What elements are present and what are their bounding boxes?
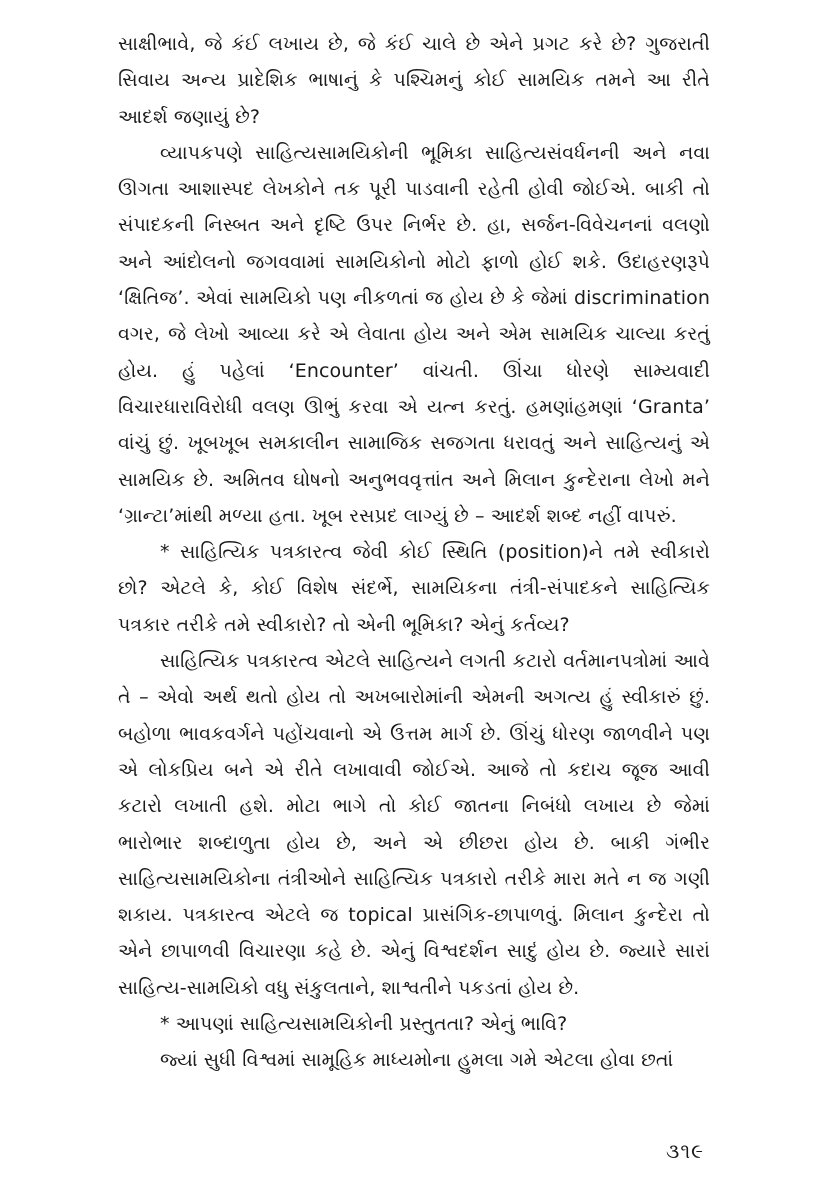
- paragraph-answer-relevance: જ્યાં સુધી વિશ્વમાં સામૂહિક માધ્યમોના હુમલા ગમે એટલા હોવા છતાં: [160, 1049, 674, 1072]
- paragraph-answer-journalism: સાહિત્યિક પત્રકારત્વ એટલે સાહિત્યને લગતી કટારો વર્તમાનપત્રોમાં આવે તે – એવો અર્થ થતો હોય તો અખબારોમાંની એમની અગત્ય હું સ્વીકારું છું. બહોળા ભાવકવર્ગને પહોંચવાનો એ ઉત્તમ માર્ગ છે. ઊંચું ધોરણ જાળવીને પણ એ લોકપ્રિય બને એ રીતે લખાવાવી જોઈએ. આજે તો કદાચ જૂજ આવી કટારો લખાતી હશે. મોટા ભાગે તો કોઈ જાતના નિબંધો લખાય છે જેમાં ભારોભાર શબ્દાળુતા હોય છે, અને એ છીછરા હોય છે. બાકી ગંભીર સાહિત્યસામયિકોના તંત્રીઓને સાહિત્યિક પત્રકારો તરીકે મારા મતે ન જ ગણી શકાય. પત્રકારત્વ એટલે જ topical પ્રાસંગિક-છાપાળવું. મિલાન કુન્દેરા તો એને છાપાળવી વિચારણા કહે છે. એનું વિશ્વદર્શન સાદું હોય છે. જ્યારે સારાં સાહિત્ય-સામયિકો વધુ સંકુલતાને, શાશ્વતીને પકડતાં હોય છે.: [118, 650, 710, 999]
- paragraph-question-relevance: * આપણાં સાહિત્યસામયિકોની પ્રસ્તુતતા? એનું ભાવિ?: [160, 1013, 568, 1036]
- paragraph-answer-periodicals: વ્યાપકપણે સાહિત્યસામયિકોની ભૂમિકા સાહિત્યસંવર્ધનની અને નવા ઊગતા આશાસ્પદ લેખકોને તક પૂરી પાડવાની રહેતી હોવી જોઈએ. બાકી તો સંપાદકની નિસ્બત અને દૃષ્ટિ ઉપર નિર્ભર છે. હા, સર્જન-વિવેચનનાં વલણો અને આંદોલનો જગવવામાં સામયિકોનો મોટો ફાળો હોઈ શકે. ઉદાહરણરૂપે ‘ક્ષિતિજ’. એવાં સામયિકો પણ નીકળતાં જ હોય છે કે જેમાં discrimination વગર, જે લેખો આવ્યા કરે એ લેવાતા હોય અને એમ સામયિક ચાલ્યા કરતું હોય. હું પહેલાં ‘Encounter’ વાંચતી. ઊંચા ધોરણે સામ્યવાદી વિચારધારાવિરોધી વલણ ઊભું કરવા એ યત્ન કરતું. હમણાંહમણાં ‘Granta’ વાંચું છું. ખૂબખૂબ સમકાલીન સામાજિક સજગતા ધરાવતું અને સાહિત્યનું એ સામયિક છે. અમિતવ ઘોષનો અનુભવવૃત્તાંત અને મિલાન કુન્દેરાના લેખો મને ‘ગ્રાન્ટા’માંથી મળ્યા હતા. ખૂબ રસપ્રદ લાગ્યું છે – આદર્શ શબ્દ નહીં વાપરું.: [118, 141, 710, 527]
- page-number: ૩૧૯: [666, 1139, 704, 1163]
- page-body: [118, 26, 710, 1079]
- paragraph-question-journalism: * સાહિત્યિક પત્રકારત્વ જેવી કોઈ સ્થિતિ (position)ને તમે સ્વીકારો છો? એટલે કે, કોઈ વિશેષ સંદર્ભે, સામયિકના તંત્રી-સંપાદકને સાહિત્યિક પત્રકાર તરીકે તમે સ્વીકારો? તો એની ભૂમિકા? એનું કર્તવ્ય?: [118, 541, 710, 636]
- paragraph-continued: સાક્ષીભાવે, જે કંઈ લખાય છે, જે કંઈ ચાલે છે એને પ્રગટ કરે છે? ગુજરાતી સિવાય અન્ય પ્રાદેશિક ભાષાનું કે પશ્ચિમનું કોઈ સામયિક તમને આ રીતે આદર્શ જણાયું છે?: [118, 33, 710, 128]
